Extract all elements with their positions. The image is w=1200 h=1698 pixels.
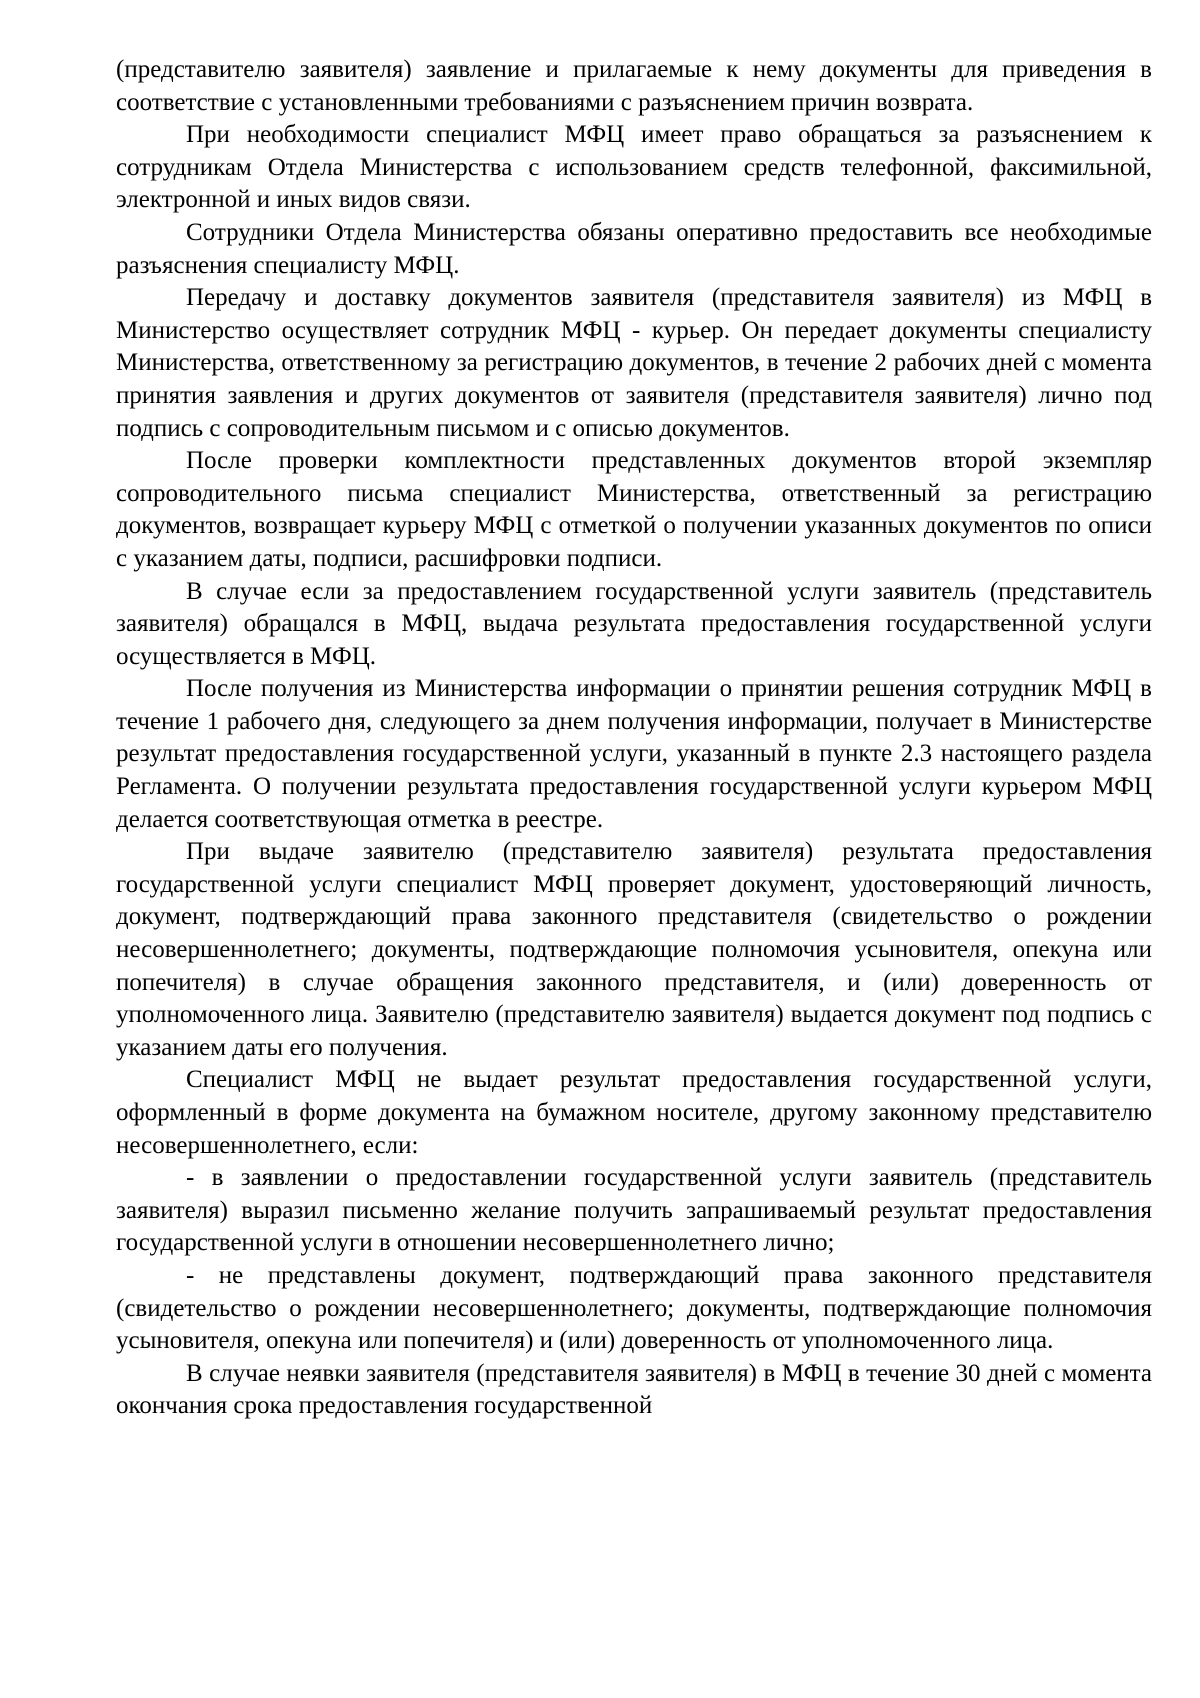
paragraph-identity-check: При выдаче заявителю (представителю заявителя) результата предоставления государственной услуги специалист МФЦ проверяет документ, удостоверяющий личность, документ, подтверждающий права законного представителя (свидетельство о рождении несовершеннолетнего; документы, подтверждающие полномочия усыновителя, опекуна или попечителя) в случае обращения законного представителя, и (или) доверенность от уполномоченного лица. Заявителю (представителю заявителя) выдается документ под подпись с указанием даты его получения. <box>116 838 1152 1061</box>
paragraph-result-issuance-place: В случае если за предоставлением государственной услуги заявитель (представитель заявителя) обращался в МФЦ, выдача результата предоставления государственной услуги осуществляется в МФЦ. <box>116 577 1152 670</box>
paragraph-clarification-right: При необходимости специалист МФЦ имеет право обращаться за разъяснением к сотрудникам Отдела Министерства с использованием средств телефонной, факсимильной, электронной и иных видов связи. <box>116 121 1152 214</box>
document-page <box>116 54 1152 1423</box>
paragraph-completeness-check: После проверки комплектности представленных документов второй экземпляр сопроводительного письма специалист Министерства, ответственный за регистрацию документов, возвращает курьеру МФЦ с отметкой о получении указанных документов по описи с указанием даты, подписи, расшифровки подписи. <box>116 447 1152 572</box>
list-item-missing-documents: - не представлены документ, подтверждающий права законного представителя (свидетельство о рождении несовершеннолетнего; документы, подтверждающие полномочия усыновителя, опекуна или попечителя) и (или) доверенность от уполномоченного лица. <box>116 1261 1152 1355</box>
paragraph-ministry-obligation: Сотрудники Отдела Министерства обязаны оперативно предоставить все необходимые разъяснения специалисту МФЦ. <box>116 218 1152 279</box>
list-item-personal-wish: - в заявлении о предоставлении государственной услуги заявитель (представитель заявителя) выразил письменно желание получить запрашиваемый результат предоставления государственной услуги в отношении несовершеннолетнего лично; <box>116 1164 1152 1257</box>
paragraph-result-receipt: После получения из Министерства информации о принятии решения сотрудник МФЦ в течение 1 рабочего дня, следующего за днем получения информации, получает в Министерстве результат предоставления государственной услуги, указанный в пункте 2.3 настоящего раздела Регламента. О получении результата предоставления государственной услуги курьером МФЦ делается соответствующая отметка в реестре. <box>116 675 1152 833</box>
paragraph-courier-delivery: Передачу и доставку документов заявителя (представителя заявителя) из МФЦ в Министерство осуществляет сотрудник МФЦ - курьер. Он передает документы специалисту Министерства, ответственному за регистрацию документов, в течение 2 рабочих дней с момента принятия заявления и других документов от заявителя (представителя заявителя) лично под подпись с сопроводительным письмом и с описью документов. <box>116 284 1152 442</box>
paragraph-refusal-conditions: Специалист МФЦ не выдает результат предоставления государственной услуги, оформленный в форме документа на бумажном носителе, другому законному представителю несовершеннолетнего, если: <box>116 1066 1152 1159</box>
paragraph-return-documents: (представителю заявителя) заявление и прилагаемые к нему документы для приведения в соответствие с установленными требованиями с разъяснением причин возврата. <box>116 56 1152 116</box>
paragraph-non-appearance: В случае неявки заявителя (представителя заявителя) в МФЦ в течение 30 дней с момента окончания срока предоставления государственной <box>116 1359 1152 1420</box>
